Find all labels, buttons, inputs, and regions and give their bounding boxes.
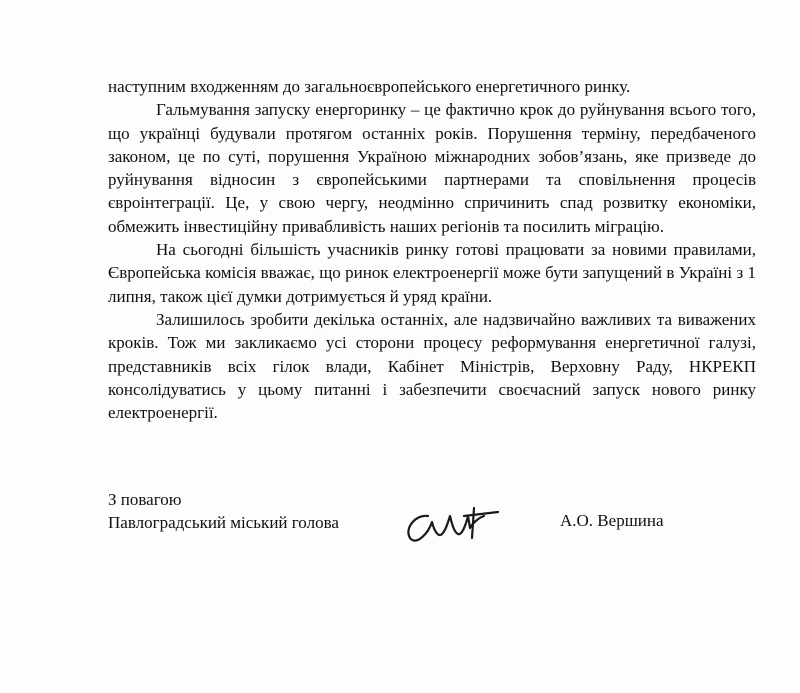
paragraph-call-to-action: Залишилось зробити декілька останніх, але надзвичайно важливих та виважених кроків. Тож ми закликаємо усі сторони процесу реформування енергетичної галузі, представників всіх гілок влади, Кабінет Міністрів, Верховну Раду, НКРЕКП консолідуватись у цьому питанні і забезпечити своєчасний запуск нового ринку електроенергії. [108,309,756,423]
salutation: З повагою [108,490,182,509]
letter-body [108,75,756,424]
handwritten-signature [398,494,508,554]
paragraph-market-delay: Гальмування запуску енергоринку – це фактично крок до руйнування всього того, що українці будували протягом останніх років. Порушення терміну, передбаченого законом, це по суті, порушення Україною міжнародних зобов’язань, яке призведе до руйнування відносин з європейськими партнерами та сповільнення процесів євроінтеграції. Це, у свою чергу, неодмінно спричинить спад розвитку економіки, обмежить інвестиційну привабливість наших регіонів та посилить міграцію. [108,100,756,236]
paragraph-market-readiness: На сьогодні більшість учасників ринку готові працювати за новими правилами, Європейська комісія вважає, що ринок електроенергії може бути запущений в Україні з 1 липня, також цієї думки дотримується й уряд країни. [108,240,756,306]
paragraph-continuation: наступним входженням до загальноєвропейського енергетичного ринку. [108,77,631,96]
signer-name: А.О. Вершина [560,511,664,530]
signer-position: Павлоградський міський голова [108,513,339,533]
closing-block [108,488,339,535]
